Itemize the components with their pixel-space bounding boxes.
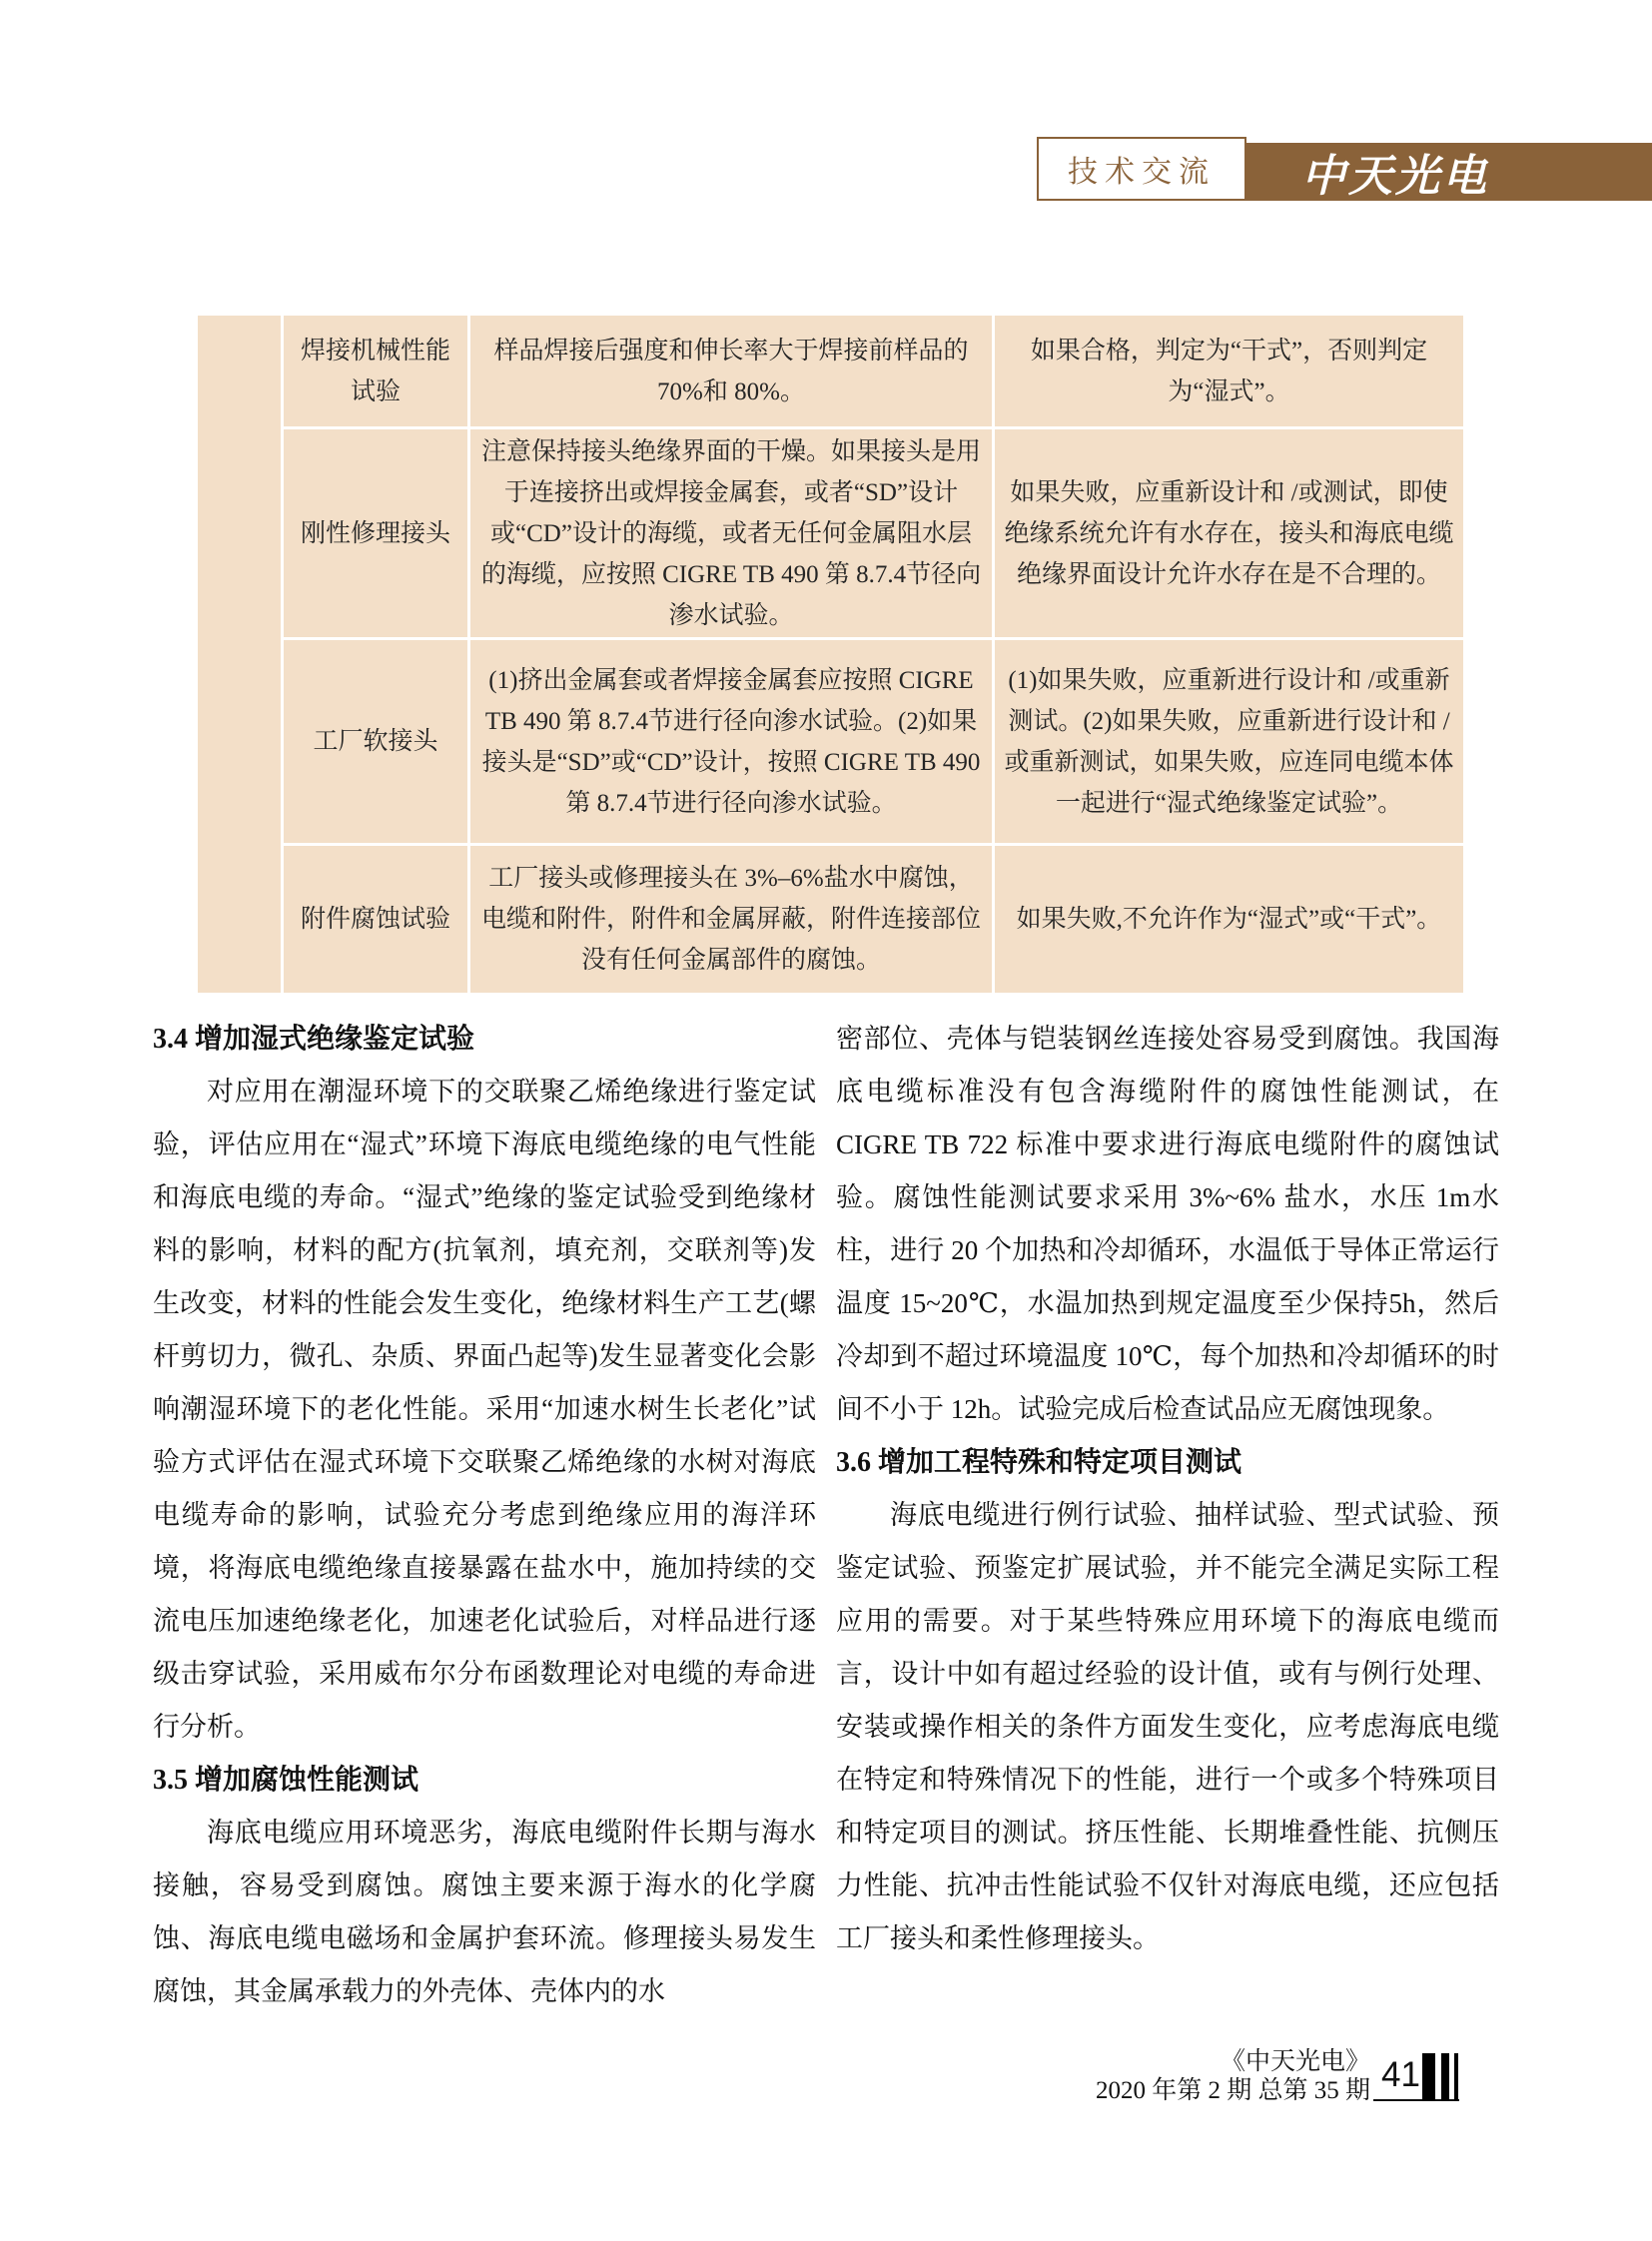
footer-issue-info: 2020 年第 2 期 总第 35 期 (1095, 2077, 1370, 2104)
brand-logo: 中天光电 (1301, 152, 1489, 201)
table-merged-spacer-cell (198, 316, 281, 993)
section-3-6-paragraph: 海底电缆进行例行试验、抽样试验、型式试验、预鉴定试验、预鉴定扩展试验，并不能完全满足实际工程应用的需要。对于某些特殊应用环境下的海底电缆而言，设计中如有超过经验的设计值，或有与例行处理、安装或操作相关的条件方面发生变化，应考虑海底电缆在特定和特殊情况下的性能，进行一个或多个特殊项目和特定项目的测试。挤压性能、长期堆叠性能、抗侧压力性能、抗冲击性能试验不仅针对海底电缆，还应包括工厂接头和柔性修理接头。 (836, 1500, 1499, 1953)
brand-banner (1246, 143, 1652, 201)
footer-bar-1 (1422, 2053, 1435, 2101)
section-3-5-paragraph-right: 密部位、壳体与铠装钢丝连接处容易受到腐蚀。我国海底电缆标准没有包含海缆附件的腐蚀性能测试，在 CIGRE TB 722 标准中要求进行海底电缆附件的腐蚀试验。腐蚀性能测试要求采用 3%~6% 盐水，水压 1m水柱，进行 20 个加热和冷却循环，水温低于导体正常运行温度 15~20℃，水温加热到规定温度至少保持5h，然后冷却到不超过环境温度 10℃，每个加热和冷却循环的时间不小于 12h。试验完成后检查试品应无腐蚀现象。 (836, 1024, 1499, 1424)
table-row3-result: (1)如果失败，应重新进行设计和 /或重新测试。(2)如果失败，应重新进行设计和 /或重新测试，如果失败，应连同电缆本体一起进行“湿式绝缘鉴定试验”。 (995, 640, 1463, 843)
table-row2-result: 如果失败，应重新设计和 /或测试，即使绝缘系统允许有水存在，接头和海底电缆绝缘界面设计允许水存在是不合理的。 (995, 429, 1463, 637)
table-row3-label: 工厂软接头 (284, 640, 467, 843)
section-3-4-title: 3.4 增加湿式绝缘鉴定试验 (153, 1024, 475, 1055)
footer-journal-name: 《中天光电》 (1220, 2048, 1370, 2075)
section-3-5-paragraph-left: 海底电缆应用环境恶劣，海底电缆附件长期与海水接触，容易受到腐蚀。腐蚀主要来源于海水的化学腐蚀、海底电缆电磁场和金属护套环流。修理接头易发生腐蚀，其金属承载力的外壳体、壳体内的水 (153, 1818, 816, 2006)
section-3-6-title: 3.6 增加工程特殊和特定项目测试 (836, 1447, 1242, 1478)
table-row4-label: 附件腐蚀试验 (284, 846, 467, 993)
footer-info (1059, 2047, 1370, 2105)
section-3-5-title: 3.5 增加腐蚀性能测试 (153, 1765, 419, 1796)
section-3-4-paragraph: 对应用在潮湿环境下的交联聚乙烯绝缘进行鉴定试验，评估应用在“湿式”环境下海底电缆绝缘的电气性能和海底电缆的寿命。“湿式”绝缘的鉴定试验受到绝缘材料的影响，材料的配方(抗氧剂，填充剂，交联剂等)发生改变，材料的性能会发生变化，绝缘材料生产工艺(螺杆剪切力，微孔、杂质、界面凸起等)发生显著变化会影响潮湿环境下的老化性能。采用“加速水树生长老化”试验方式评估在湿式环境下交联聚乙烯绝缘的水树对海底电缆寿命的影响，试验充分考虑到绝缘应用的海洋环境，将海底电缆绝缘直接暴露在盐水中，施加持续的交流电压加速绝缘老化，加速老化试验后，对样品进行逐级击穿试验，采用威布尔分布函数理论对电缆的寿命进行分析。 (153, 1077, 816, 1742)
table-row4-method: 工厂接头或修理接头在 3%–6%盐水中腐蚀，电缆和附件，附件和金属屏蔽，附件连接部位没有任何金属部件的腐蚀。 (470, 846, 992, 993)
footer-bar-3 (1454, 2053, 1458, 2101)
table-row3-method: (1)挤出金属套或者焊接金属套应按照 CIGRE TB 490 第 8.7.4节进行径向渗水试验。(2)如果接头是“SD”或“CD”设计，按照 CIGRE TB 490 第 8.7.4节进行径向渗水试验。 (470, 640, 992, 843)
footer-bars-decoration (1422, 2053, 1458, 2101)
section-badge (1037, 137, 1246, 201)
page-number: 41 (1381, 2055, 1420, 2094)
footer-bar-2 (1441, 2053, 1449, 2101)
body-column-right (836, 1013, 1499, 1965)
table-row1-result: 如果合格，判定为“干式”，否则判定为“湿式”。 (995, 316, 1463, 426)
test-table (198, 316, 1463, 993)
table-row2-method: 注意保持接头绝缘界面的干燥。如果接头是用于连接挤出或焊接金属套，或者“SD”设计或“CD”设计的海缆，或者无任何金属阻水层的海缆，应按照 CIGRE TB 490 第 8.7.4节径向渗水试验。 (470, 429, 992, 637)
table-row1-label: 焊接机械性能试验 (284, 316, 467, 426)
table-row4-result: 如果失败,不允许作为“湿式”或“干式”。 (995, 846, 1463, 993)
body-column-left (153, 1013, 816, 2018)
table-row1-method: 样品焊接后强度和伸长率大于焊接前样品的70%和 80%。 (470, 316, 992, 426)
table-row2-label: 刚性修理接头 (284, 429, 467, 637)
section-badge-label: 技术交流 (1068, 156, 1216, 189)
